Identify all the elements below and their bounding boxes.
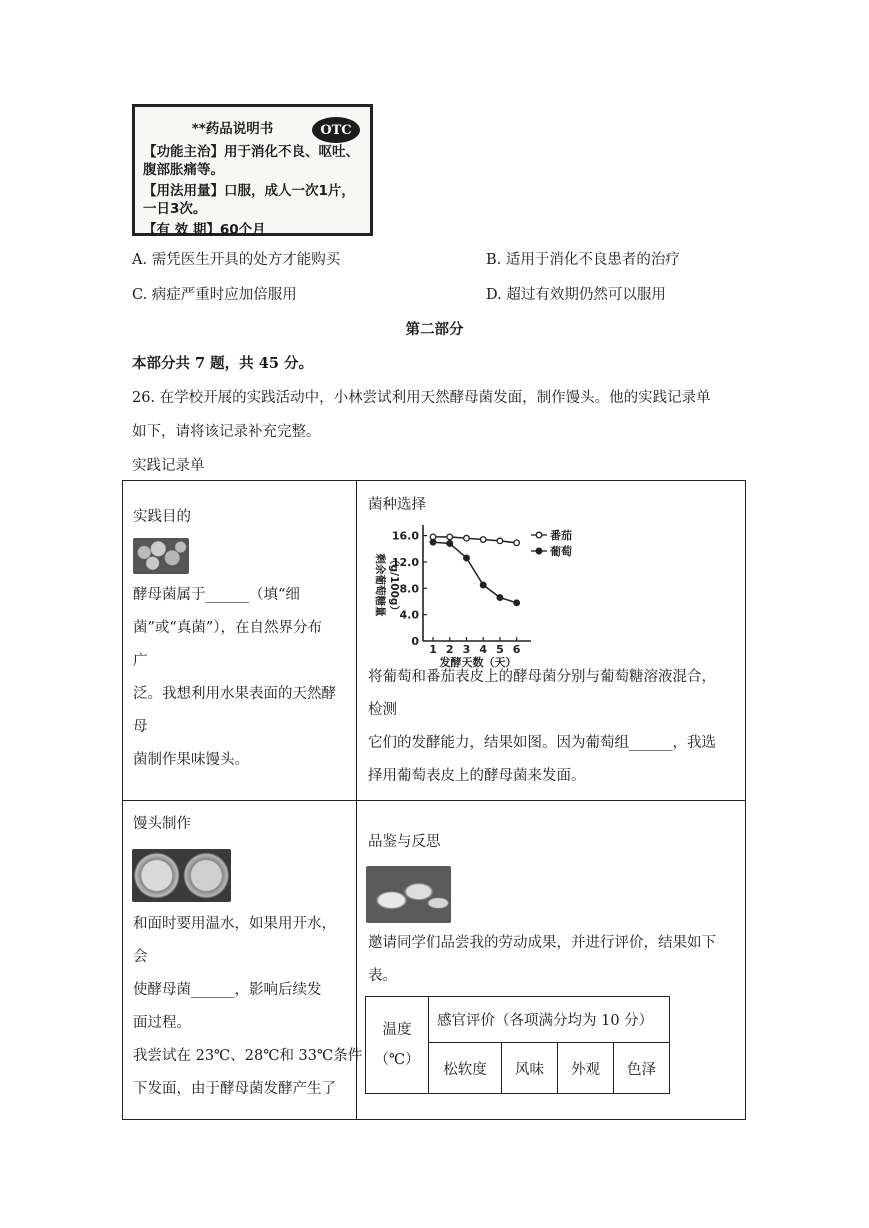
legend-label: 葡萄 [550, 545, 572, 558]
making-line: 使酵母菌______，影响后续发 [133, 982, 322, 998]
drug-label-line: 一日3次。 [143, 201, 207, 217]
y-tick-label: 16.0 [391, 529, 419, 543]
data-point-tomato [480, 537, 486, 543]
making-line: 面过程。 [133, 1015, 191, 1031]
making-line: 下发面，由于酵母菌发酵产生了 [133, 1081, 336, 1097]
drug-label-line: 【有 效 期】60个月 [143, 222, 266, 238]
data-point-grape [447, 541, 453, 547]
tasting-line: 邀请同学们品尝我的劳动成果，并进行评价，结果如下 [368, 935, 716, 951]
section-title: 第二部分 [405, 321, 464, 338]
drug-label-line: 腹部胀痛等。 [143, 162, 224, 178]
legend-marker [536, 532, 542, 538]
tasting-line: 表。 [368, 968, 397, 984]
x-axis-label: 发酵天数（天） [439, 656, 517, 669]
option-d: D. 超过有效期仍然可以服用 [486, 287, 666, 303]
bun-tasting-photo [366, 866, 451, 923]
x-tick-label: 4 [479, 643, 488, 656]
data-point-tomato [514, 540, 520, 546]
strain-line: 检测 [368, 702, 397, 718]
tasting-heading: 品鉴与反思 [368, 834, 441, 850]
making-line: 我尝试在 23℃、28℃和 33℃条件 [133, 1048, 363, 1064]
option-c: C. 病症严重时应加倍服用 [132, 287, 297, 303]
legend-label: 番茄 [550, 529, 572, 542]
data-point-grape [464, 555, 470, 561]
y-tick-label: 8.0 [399, 582, 419, 596]
otc-badge: OTC [312, 117, 360, 143]
data-point-tomato [497, 538, 503, 544]
x-tick-label: 5 [496, 643, 504, 656]
drug-label-line: 【功能主治】用于消化不良、呕吐、 [143, 144, 359, 160]
temperature-header-label: 温度 [382, 1022, 412, 1038]
strain-line: 它们的发酵能力，结果如图。因为葡萄组______，我选 [368, 735, 716, 751]
option-a: A. 需凭医生开具的处方才能购买 [132, 252, 341, 268]
series-line-tomato [433, 537, 517, 543]
data-point-grape [430, 539, 436, 545]
data-point-tomato [464, 535, 470, 541]
option-b: B. 适用于消化不良患者的治疗 [486, 252, 680, 268]
data-point-grape [480, 582, 486, 588]
y-tick-label: 0 [411, 635, 419, 648]
drug-label-line: 【用法用量】口服，成人一次1片， [143, 183, 355, 199]
y-axis-label: 剩余葡萄糖量 [374, 553, 386, 617]
temperature-header-unit: （℃） [374, 1052, 420, 1068]
x-tick-label: 3 [462, 643, 471, 656]
column-header: 风味 [502, 1043, 558, 1094]
evaluation-table [365, 996, 670, 1094]
purpose-line: 广 [133, 653, 148, 669]
column-header: 色泽 [614, 1043, 670, 1094]
making-line: 会 [133, 949, 148, 965]
purpose-line: 酵母菌属于______（填“细 [133, 587, 300, 603]
series-line-grape [433, 542, 517, 603]
section-note: 本部分共 7 题，共 45 分。 [132, 355, 313, 372]
x-tick-label: 2 [445, 643, 454, 656]
purpose-line: 菌制作果味馒头。 [133, 752, 249, 768]
record-title: 实践记录单 [132, 458, 205, 474]
column-header: 松软度 [429, 1043, 502, 1094]
data-point-tomato [447, 534, 453, 540]
x-tick-label: 6 [512, 643, 521, 656]
purpose-heading: 实践目的 [133, 509, 191, 525]
temperature-header [366, 997, 429, 1094]
y-axis-unit: （g/100g） [388, 554, 400, 616]
purpose-line: 菌”或“真菌”），在自然界分布 [133, 620, 322, 636]
fermentation-chart [365, 521, 580, 669]
question-line-1: 26. 在学校开展的实践活动中，小林尝试利用天然酵母菌发面，制作馒头。他的实践记录单 [132, 390, 711, 406]
column-header: 外观 [558, 1043, 614, 1094]
steamed-bun-photo [132, 849, 231, 902]
y-tick-label: 4.0 [399, 608, 419, 622]
evaluation-header: 感官评价（各项满分均为 10 分） [429, 997, 670, 1043]
question-line-2: 如下，请将该记录补充完整。 [132, 424, 321, 440]
record-table [122, 480, 746, 1120]
drug-label-title: **药品说明书 [191, 121, 274, 137]
strain-line: 将葡萄和番茄表皮上的酵母菌分别与葡萄糖溶液混合， [368, 669, 716, 685]
yeast-photo [133, 538, 189, 574]
purpose-line: 泛。我想利用水果表面的天然酵 [133, 686, 336, 702]
x-tick-label: 1 [429, 643, 437, 656]
making-line: 和面时要用温水，如果用开水， [133, 916, 336, 932]
data-point-grape [514, 600, 520, 606]
drug-label-image [132, 104, 373, 236]
legend-marker [536, 548, 542, 554]
purpose-line: 母 [133, 719, 148, 735]
making-heading: 馒头制作 [133, 816, 191, 832]
y-tick-label: 12.0 [391, 555, 419, 569]
strain-line: 择用葡萄表皮上的酵母菌来发面。 [368, 768, 586, 784]
data-point-grape [497, 595, 503, 601]
strain-heading: 菌种选择 [368, 497, 426, 513]
